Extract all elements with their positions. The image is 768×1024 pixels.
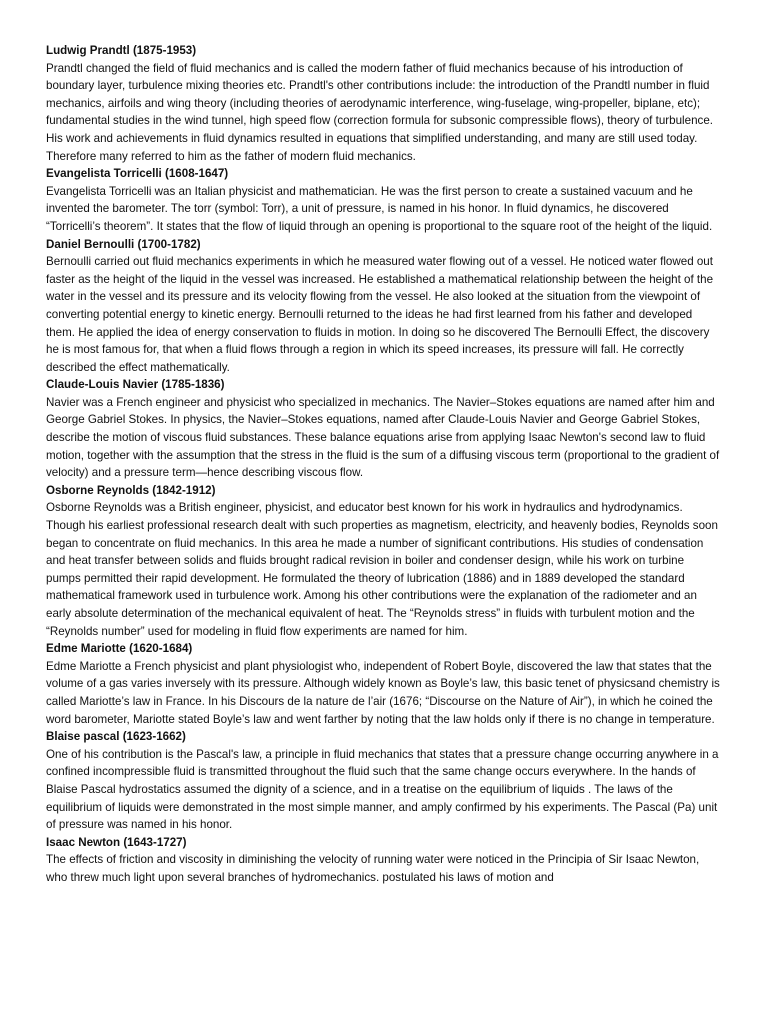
section-text: Edme Mariotte a French physicist and plant physiologist who, independent of Robert Boyle, discovered the law that states that the volume of a gas varies inversely with its pressure. Although widely known as Boyle’s law, this basic tenet of physicsand chemistry is called Mariotte’s law in France. In his Discours de la nature de l’air (1676; “Discourse on the Nature of Air”), in which he coined the word barometer, Mariotte stated Boyle’s law and went farther by noting that the law holds only if there is no change in temperature. [46,659,720,726]
section-heading: Evangelista Torricelli (1608-1647) [46,167,229,181]
section-text: Navier was a French engineer and physicist who specialized in mechanics. The Navier–Stokes equations are named after him and George Gabriel Stokes. In physics, the Navier–Stokes equations, named after Claude-Louis Navier and George Gabriel Stokes, describe the motion of viscous fluid substances. These balance equations arise from applying Isaac Newton's second law to fluid motion, together with the assumption that the stress in the fluid is the sum of a diffusing viscous term (proportional to the gradient of velocity) and a pressure term—hence describing viscous flow. [46,395,720,480]
section-heading: Blaise pascal (1623-1662) [46,730,186,744]
section-text: Prandtl changed the field of fluid mechanics and is called the modern father of fluid mechanics because of his introduction of boundary layer, turbulence mixing theories etc. Prandtl's other contributions include: the introduction of the Prandtl number in fluid mechanics, airfoils and wing theory (including theories of aerodynamic interference, wing-fuselage, wing-propeller, biplane, etc); fundamental studies in the wind tunnel, high speed flow (correction formula for subsonic compressible flows), theory of turbulence. His work and achievements in fluid dynamics resulted in equations that simplified understanding, and many are still used today. Therefore many referred to him as the father of modern fluid mechanics. [46,61,713,163]
document-page [46,42,722,887]
section-heading: Isaac Newton (1643-1727) [46,835,187,849]
section-heading: Edme Mariotte (1620-1684) [46,642,193,656]
section-navier [46,376,722,482]
section-prandtl [46,42,722,165]
section-heading: Claude-Louis Navier (1785-1836) [46,378,225,392]
section-text: Evangelista Torricelli was an Italian physicist and mathematician. He was the first person to create a sustained vacuum and he invented the barometer. The torr (symbol: Torr), a unit of pressure, is named in his honor. In fluid dynamics, he discovered “Torricelli’s theorem”. It states that the flow of liquid through an opening is proportional to the square root of the height of the liquid. [46,184,713,233]
section-text: One of his contribution is the Pascal's law, a principle in fluid mechanics that states that a pressure change occurring anywhere in a confined incompressible fluid is transmitted throughout the fluid such that the same change occurs everywhere. In the hands of Blaise Pascal hydrostatics assumed the dignity of a science, and in a treatise on the equilibrium of liquids . The laws of the equilibrium of liquids were demonstrated in the most simple manner, and amply confirmed by his experiments. The Pascal (Pa) unit of pressure was named in his honor. [46,747,719,832]
section-text: Bernoulli carried out fluid mechanics experiments in which he measured water flowing out of a vessel. He noticed water flowed out faster as the height of the liquid in the vessel was increased. He established a mathematical relationship between the height of the water in the vessel and its pressure and its velocity flowing from the vessel. He also looked at the situation from the viewpoint of converting potential energy to kinetic energy. Bernoulli returned to the ideas he had first learned from his father and developed them. He applied the idea of energy conservation to fluids in motion. In doing so he discovered The Bernoulli Effect, the discovery he is most famous for, that when a fluid flows through a region in which its speed increases, its pressure will fall. He correctly described the effect mathematically. [46,255,714,374]
section-torricelli [46,165,722,235]
section-text: Osborne Reynolds was a British engineer, physicist, and educator best known for his work in hydraulics and hydrodynamics. Though his earliest professional research dealt with such properties as magnetism, electricity, and heavenly bodies, Reynolds soon began to concentrate on fluid mechanics. In this area he made a number of significant contributions. His studies of condensation and heat transfer between solids and fluids brought radical revision in boiler and condenser design, while his work on turbine pumps permitted their rapid development. He formulated the theory of lubrication (1886) and in 1889 developed the standard mathematical framework used in turbulence work. Among his other contributions were the explanation of the radiometer and an early absolute determination of the mechanical equivalent of heat. The “Reynolds stress” in fluids with turbulent motion and the “Reynolds number” used for modeling in fluid flow experiments are named for him. [46,501,718,638]
section-heading: Osborne Reynolds (1842-1912) [46,483,216,497]
section-heading: Ludwig Prandtl (1875-1953) [46,44,197,57]
section-heading: Daniel Bernoulli (1700-1782) [46,237,201,251]
section-reynolds [46,482,722,640]
section-pascal [46,728,722,834]
section-text: The effects of friction and viscosity in diminishing the velocity of running water were noticed in the Principia of Sir Isaac Newton, who threw much light upon several branches of hydromechanics. postulated his laws of motion and [46,853,700,884]
section-newton [46,834,722,887]
section-mariotte [46,640,722,728]
section-bernoulli [46,236,722,377]
